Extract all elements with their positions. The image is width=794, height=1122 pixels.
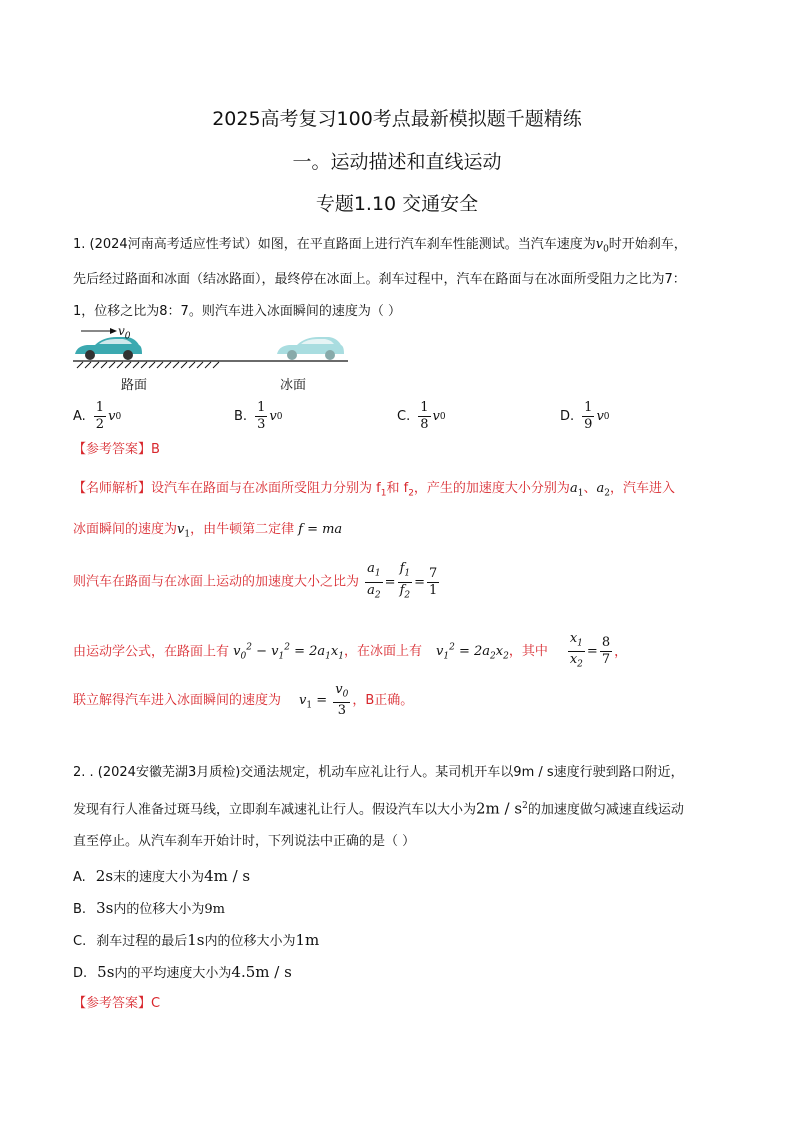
q2-line1: 2. . (2024安徽芜湖3月质检)交通法规定，机动车应礼让行人。某司机开车以9m / s速度行驶到路口附近， — [73, 765, 684, 780]
q1-text-b: 时开始刹车， — [608, 237, 687, 252]
road-kinematics-formula: $v_0^2 - v_1^2 = 2a_1x_1$ — [233, 643, 344, 662]
q1-line3: 1，位移之比为8：7。则汽车进入冰面瞬间的速度为（ ） — [73, 304, 401, 319]
fig-ice-label: 冰面 — [280, 378, 307, 393]
q1-line1 — [73, 235, 687, 260]
q2-option-b[interactable]: B. 3s内的位移大小为9m — [73, 899, 225, 917]
car-on-ice — [277, 337, 344, 360]
q1-analysis-line5: 联立解得汽车进入冰面瞬间的速度为 $v_1$ = $\frac{v_0}{3}$ ，B正确。 — [73, 681, 414, 719]
q1-analysis-line4: 由运动学公式，在路面上有 $v_0^2 - v_1^2 = 2a_1x_1$，在冰面上有 $v_1^2 = 2a_2x_2$，其中 $\frac{x_1}{x_2}$ = $\frac{8}{7}$ ， — [73, 630, 628, 670]
option-fraction: $\frac{1}{8}$ — [420, 400, 429, 432]
q1-line2: 先后经过路面和冰面（结冰路面），最终停在冰面上。刹车过程中，汽车在路面与在冰面所受阻力之比为7： — [73, 272, 686, 287]
car-on-road — [75, 337, 142, 360]
q1-v0-sub: 0 — [603, 244, 609, 255]
velocity-arrow-head — [110, 328, 117, 334]
option-fraction: $\frac{1}{3}$ — [257, 400, 266, 432]
displacement-ratio: $\frac{x_1}{x_2}$ = $\frac{8}{7}$ — [569, 630, 611, 670]
topic-title: 专题1.10 交通安全 — [315, 193, 479, 215]
road-ice-diagram — [73, 322, 348, 394]
fig-v-label: $v_0$ — [118, 324, 131, 342]
q1-figure — [73, 322, 348, 394]
q1-answer: 【参考答案】B — [73, 442, 160, 457]
q1-text-a: 1. (2024河南高考适应性考试）如图，在平直路面上进行汽车刹车性能测试。当汽车速度为 — [73, 237, 596, 252]
analysis-prefix: 【名师解析】 — [73, 481, 152, 496]
q2-option-a[interactable]: A. 2s末的速度大小为4m / s — [73, 867, 251, 885]
option-fraction: $\frac{1}{2}$ — [95, 400, 105, 432]
acceleration-ratio: $\frac{a_1}{a_2}$ = $\frac{f_1}{f_2}$ = $\frac{7}{1}$ — [367, 561, 438, 601]
q2-option-c[interactable]: C. 刹车过程的最后1s内的位移大小为1m — [73, 931, 320, 949]
road-hatching — [77, 362, 219, 368]
q1-analysis-line3: 则汽车在路面与在冰面上运动的加速度大小之比为 $\frac{a_1}{a_2}$ = $\frac{f_1}{f_2}$ = $\frac{7}{1}$ — [73, 561, 441, 601]
ice-kinematics-formula: $v_1^2 = 2a_2x_2$ — [435, 643, 509, 662]
q1-option-c[interactable]: C. $\frac{1}{8}$ v 0 — [397, 400, 446, 432]
acceleration-unit: 2m / s — [476, 799, 523, 818]
q1-analysis-line2: 冰面瞬间的速度为$v_1$，由牛顿第二定律 f = ma — [73, 522, 343, 540]
q2-line3: 直至停止。从汽车刹车开始计时，下列说法中正确的是（ ） — [73, 834, 416, 849]
newton-formula: f = ma — [298, 522, 343, 537]
q1-option-d[interactable]: D. $\frac{1}{9}$ v 0 — [560, 400, 610, 432]
option-fraction: $\frac{1}{9}$ — [584, 400, 593, 432]
q2-answer: 【参考答案】C — [73, 996, 161, 1011]
doc-title: 2025高考复习100考点最新模拟题千题精练 — [212, 108, 582, 130]
q1-option-a[interactable]: A. $\frac{1}{2}$ v 0 — [73, 400, 122, 432]
q2-line2: 发现有行人准备过斑马线，立即刹车减速礼让行人。假设汽车以大小为$2m / s^2$的加速度做匀减速直线运动 — [73, 799, 684, 818]
fig-road-label: 路面 — [121, 378, 148, 393]
q1-analysis-line1: 【名师解析】设汽车在路面与在冰面所受阻力分别为 $f_1$和 $f_2$，产生的加速度大小分别为$a_1$、$a_2$，汽车进入 — [73, 481, 675, 499]
result-formula: $v_1$ = $\frac{v_0}{3}$ — [299, 681, 349, 719]
q1-v0: v — [595, 237, 604, 252]
q2-option-d[interactable]: D. 5s内的平均速度大小为4.5m / s — [73, 963, 292, 981]
q1-option-b[interactable]: B. $\frac{1}{3}$ v 0 — [234, 400, 283, 432]
chapter-title: 一。运动描述和直线运动 — [292, 151, 502, 173]
